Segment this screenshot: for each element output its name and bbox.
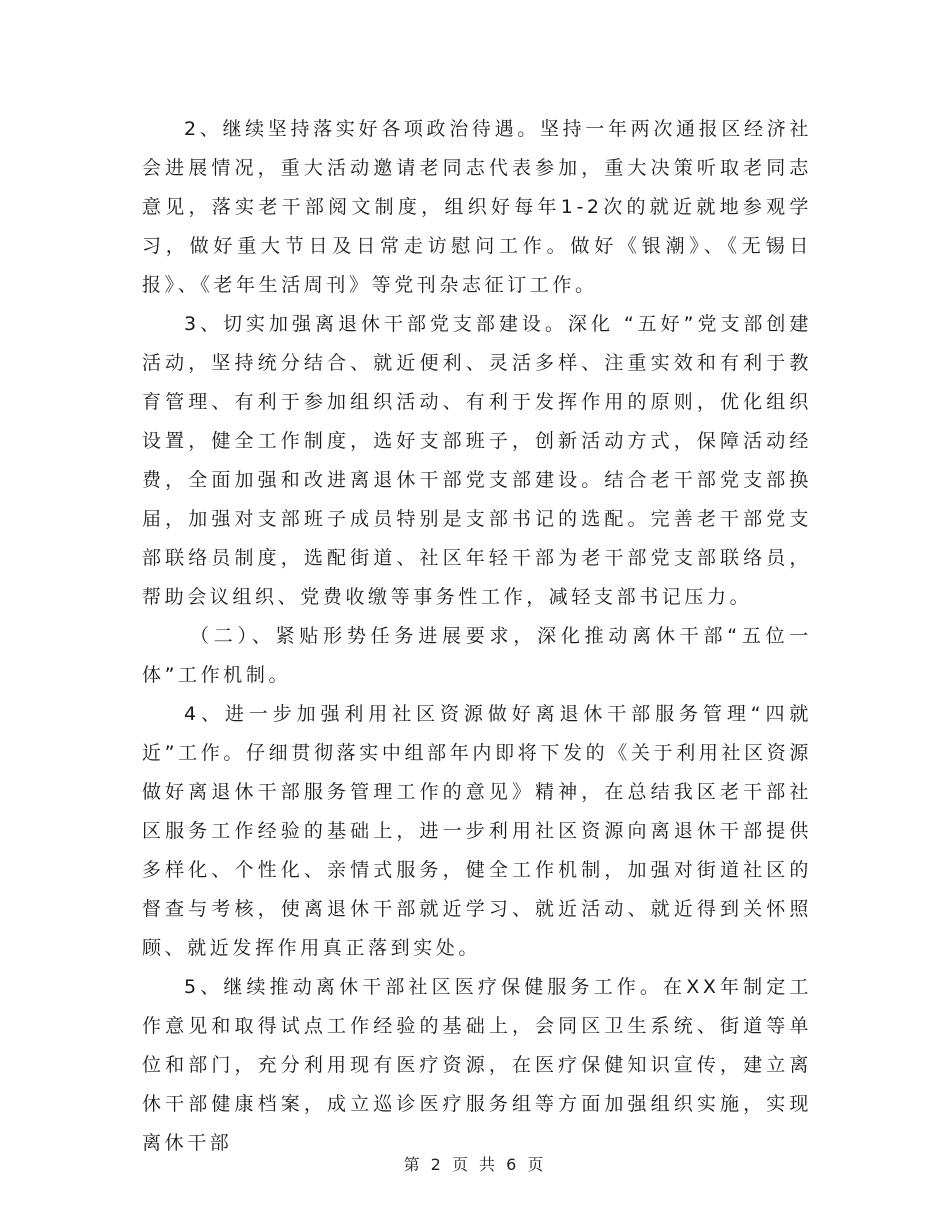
paragraph-medical-care: 5、继续推动离休干部社区医疗保健服务工作。在XX年制定工作意见和取得试点工作经验的基础上，会同区卫生系统、街道等单位和部门，充分利用现有医疗资源，在医疗保健知识宣传，建立离休干部健康档案，成立巡诊医疗服务组等方面加强组织实施，实现离休干部 <box>142 976 812 1154</box>
document-body <box>142 110 812 1163</box>
paragraph-party-branch: 3、切实加强离退休干部党支部建设。深化 “五好”党支部创建活动，坚持统分结合、就近便利、灵活多样、注重实效和有利于教育管理、有利于参加组织活动、有利于发挥作用的原则，优化组织设置，健全工作制度，选好支部班子，创新活动方式，保障活动经费，全面加强和改进离退休干部党支部建设。结合老干部党支部换届，加强对支部班子成员特别是支部书记的选配。完善老干部党支部联络员制度，选配街道、社区年轻干部为老干部党支部联络员，帮助会议组织、党费收缴等事务性工作，减轻支部书记压力。 <box>142 313 812 608</box>
page-number-footer: 第 2 页 共 6 页 <box>403 1155 547 1174</box>
section-heading-two: （二）、紧贴形势任务进展要求，深化推动离休干部“五位一体”工作机制。 <box>142 625 812 686</box>
paragraph-community-resources: 4、进一步加强利用社区资源做好离退休干部服务管理“四就近”工作。仔细贯彻落实中组部年内即将下发的《关于利用社区资源做好离退休干部服务管理工作的意见》精神，在总结我区老干部社区服务工作经验的基础上，进一步利用社区资源向离退休干部提供多样化、个性化、亲情式服务，健全工作机制，加强对街道社区的督查与考核，使离退休干部就近学习、就近活动、就近得到关怀照顾、就近发挥作用真正落到实处。 <box>142 703 812 959</box>
paragraph-political-treatment: 2、继续坚持落实好各项政治待遇。坚持一年两次通报区经济社会进展情况，重大活动邀请老同志代表参加，重大决策听取老同志意见，落实老干部阅文制度，组织好每年1-2次的就近就地参观学习，做好重大节日及日常走访慰问工作。做好《银潮》、《无锡日报》、《老年生活周刊》等党刊杂志征订工作。 <box>142 118 812 296</box>
